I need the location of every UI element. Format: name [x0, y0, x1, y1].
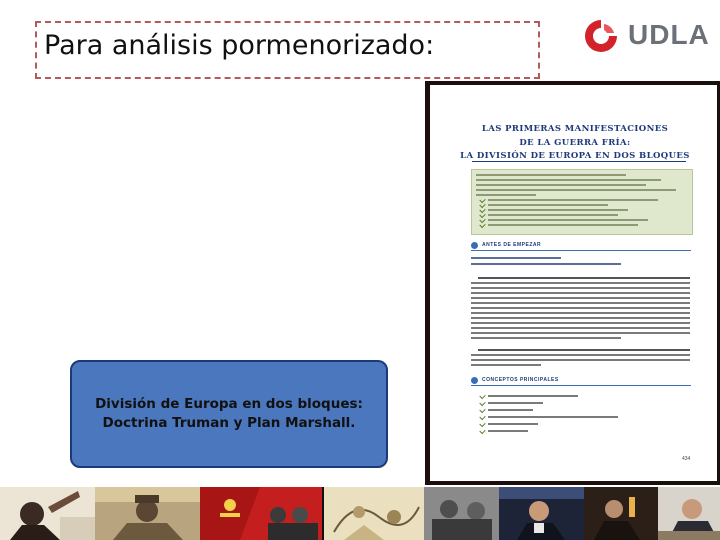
document-page	[430, 85, 717, 481]
sketch-photo	[324, 487, 424, 540]
leaders-photo	[424, 487, 499, 540]
doc-title-line2: DE LA GUERRA FRÍA:	[519, 138, 631, 148]
section-bullet-icon	[471, 242, 478, 249]
soviet-flag-photo	[200, 487, 322, 540]
udla-logo-mark-icon	[582, 18, 620, 52]
press-conference-photo	[499, 487, 584, 540]
doc-title-line1: LAS PRIMERAS MANIFESTACIONES	[481, 124, 669, 134]
stalin-photo	[95, 487, 200, 540]
historical-photo-strip	[0, 487, 720, 540]
callout-line1: División de Europa en dos bloques:	[95, 396, 363, 412]
callout-box	[70, 360, 388, 468]
lenin-photo	[0, 487, 95, 540]
callout-line2: Doctrina Truman y Plan Marshall.	[102, 415, 356, 431]
doc-title-line3: LA DIVISIÓN DE EUROPA EN DOS BLOQUES	[460, 151, 690, 161]
section-bullet-icon	[471, 377, 478, 384]
doc-section-before-starting: ANTES DE EMPEZAR	[471, 241, 691, 251]
doc-section-main-concepts: CONCEPTOS PRINCIPALES	[471, 376, 691, 386]
udla-logo-text: UDLA	[628, 19, 710, 50]
signing-photo	[658, 487, 720, 540]
udla-logo	[582, 17, 710, 53]
slide-title: Para análisis pormenorizado:	[44, 30, 435, 61]
doc-page-number: 434	[682, 456, 691, 462]
callout-text	[72, 395, 386, 433]
ceremony-photo	[584, 487, 658, 540]
doc-objectives-box	[471, 169, 693, 235]
doc-title-underline	[472, 161, 686, 162]
